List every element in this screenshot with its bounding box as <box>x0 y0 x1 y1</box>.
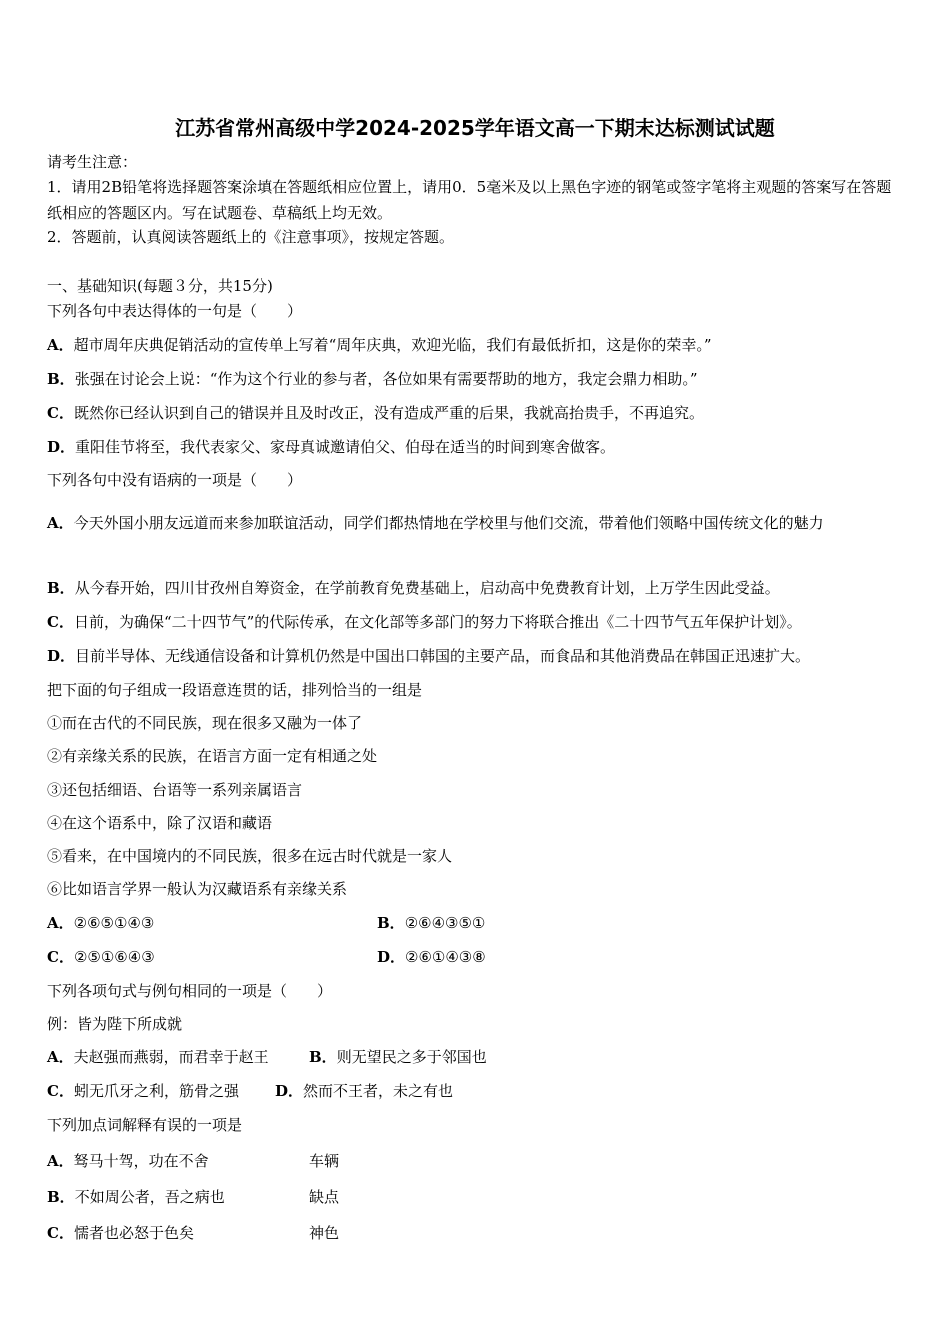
option-label: C． <box>47 1224 74 1242</box>
option-label: D． <box>275 1082 304 1100</box>
q5-option-c-explanation: 神色 <box>309 1224 340 1242</box>
option-label: B． <box>309 1048 337 1066</box>
option-text: 目前半导体、无线通信设备和计算机仍然是中国出口韩国的主要产品，而食品和其他消费品在韩国正迅速扩大。 <box>75 647 811 665</box>
q5-option-b-explanation: 缺点 <box>309 1188 340 1206</box>
q2-option-c <box>47 612 802 632</box>
option-label: A． <box>47 336 74 354</box>
q3-sentence-5: ⑤看来，在中国境内的不同民族，很多在远古时代就是一家人 <box>47 847 453 865</box>
option-text: 则无望民之多于邻国也 <box>336 1048 487 1066</box>
notice-item-1: 1．请用2B铅笔将选择题答案涂填在答题纸相应位置上，请用0．5毫米及以上黑色字迹的钢笔或签字笔将主观题的答案写在答题纸相应的答题区内。写在试题卷、草稿纸上均无效。 <box>47 178 892 222</box>
option-text: 日前，为确保“二十四节气”的代际传承，在文化部等多部门的努力下将联合推出《二十四节气五年保护计划》。 <box>73 613 802 631</box>
q4-option-d <box>275 1081 453 1101</box>
option-label: A． <box>47 914 74 932</box>
notice-item-2: 2．答题前，认真阅读答题纸上的《注意事项》，按规定答题。 <box>47 228 455 246</box>
q3-sentence-2: ②有亲缘关系的民族，在语言方面一定有相通之处 <box>47 747 378 765</box>
q3-sentence-4: ④在这个语系中，除了汉语和藏语 <box>47 814 273 832</box>
q3-option-b <box>377 913 485 933</box>
option-label: A． <box>47 1048 74 1066</box>
q1-stem: 下列各句中表达得体的一句是（ ） <box>47 302 303 320</box>
option-text: 从今春开始，四川甘孜州自筹资金，在学前教育免费基础上，启动高中免费教育计划，上万学生因此受益。 <box>74 579 780 597</box>
option-label: C． <box>47 404 74 422</box>
option-text: ②⑥①④③⑧ <box>405 948 486 966</box>
q4-option-c <box>47 1081 239 1101</box>
page-title: 江苏省常州高级中学2024-2025学年语文高一下期末达标测试试题 <box>175 116 775 140</box>
q1-option-b <box>47 369 698 389</box>
q4-example: 例：皆为陛下所成就 <box>47 1015 183 1033</box>
option-text: 驽马十驾，功在不舍 <box>73 1152 209 1170</box>
option-label: A． <box>47 1152 74 1170</box>
q4-stem: 下列各项句式与例句相同的一项是（ ） <box>47 982 333 1000</box>
q5-option-c <box>47 1223 194 1243</box>
option-text: 今天外国小朋友远道而来参加联谊活动，同学们都热情地在学校里与他们交流，带着他们领略中国传统文化的魅力 <box>73 514 824 532</box>
q1-option-a <box>47 335 711 355</box>
q4-option-a <box>47 1047 269 1067</box>
q3-option-c <box>47 947 155 967</box>
option-label: C． <box>47 613 74 631</box>
option-text: ②⑥⑤①④③ <box>73 914 155 932</box>
q3-option-d <box>377 947 486 967</box>
option-text: 蚓无爪牙之利，筋骨之强 <box>73 1082 239 1100</box>
option-text: 不如周公者，吾之病也 <box>74 1188 225 1206</box>
option-label: A． <box>47 514 74 532</box>
option-label: B． <box>47 1188 75 1206</box>
q5-option-b <box>47 1187 225 1207</box>
option-text: 重阳佳节将至，我代表家父、家母真诚邀请伯父、伯母在适当的时间到寒舍做客。 <box>75 438 616 456</box>
q2-option-d <box>47 646 810 666</box>
option-label: C． <box>47 1082 74 1100</box>
q2-stem: 下列各句中没有语病的一项是（ ） <box>47 471 303 489</box>
q4-option-b <box>309 1047 487 1067</box>
q5-option-a-explanation: 车辆 <box>309 1152 340 1170</box>
option-text: 夫赵强而燕弱，而君幸于赵王 <box>73 1048 269 1066</box>
q3-option-a <box>47 913 154 933</box>
option-label: D． <box>47 438 76 456</box>
option-text: 张强在讨论会上说：“作为这个行业的参与者，各位如果有需要帮助的地方，我定会鼎力相助。” <box>74 370 698 388</box>
option-text: ②⑤①⑥④③ <box>73 948 155 966</box>
option-label: C． <box>47 948 74 966</box>
option-label: B． <box>47 370 75 388</box>
q5-stem: 下列加点词解释有误的一项是 <box>47 1116 243 1134</box>
notice-heading: 请考生注意： <box>47 153 138 171</box>
option-label: B． <box>47 579 75 597</box>
option-label: B． <box>377 914 405 932</box>
q3-stem: 把下面的句子组成一段语意连贯的话，排列恰当的一组是 <box>47 681 423 699</box>
q3-sentence-1: ①而在古代的不同民族，现在很多又融为一体了 <box>47 714 363 732</box>
option-text: ②⑥④③⑤① <box>404 914 486 932</box>
option-text: 懦者也必怒于色矣 <box>73 1224 194 1242</box>
q3-sentence-6: ⑥比如语言学界一般认为汉藏语系有亲缘关系 <box>47 880 348 898</box>
q1-option-d <box>47 437 615 457</box>
section-heading: 一、基础知识(每题３分，共15分) <box>47 277 273 295</box>
q2-option-b <box>47 578 780 598</box>
q1-option-c <box>47 403 704 423</box>
option-text: 超市周年庆典促销活动的宣传单上写着“周年庆典，欢迎光临，我们有最低折扣，这是你的荣幸。” <box>73 336 712 354</box>
option-label: D． <box>47 647 76 665</box>
q2-option-a <box>47 505 903 542</box>
q5-option-a <box>47 1151 209 1171</box>
option-text: 既然你已经认识到自己的错误并且及时改正，没有造成严重的后果，我就高抬贵手，不再追究。 <box>73 404 704 422</box>
option-text: 然而不王者，未之有也 <box>303 1082 454 1100</box>
option-label: D． <box>377 948 406 966</box>
q3-sentence-3: ③还包括细语、台语等一系列亲属语言 <box>47 781 303 799</box>
